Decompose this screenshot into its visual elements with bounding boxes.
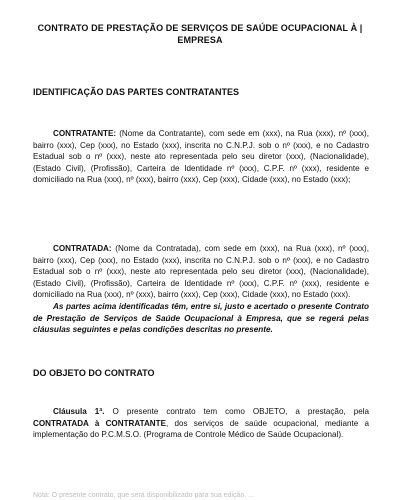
contratante-text: (Nome da Contratante), com sede em (xxx), na Rua (xxx), nº (xxx), bairro (xxx), Cep (xxx), no Estado (xxx), inscrita no C.N.P.J. sob o nº (xxx), e no Cadastro Estadual sob o nº (xxx), neste ato representada pelo seu diretor (xxx), (Nacionalidade), (Estado Civil), (Profissão), Carteira de Identidade nº (xxx), C.P.F. nº (xxx), residente e domiciliado na Rua (xxx), nº (xxx), bairro (xxx), Cep (xxx), Cidade (xxx), no Estado (xxx); [33, 129, 369, 185]
clause-1-text-before: O presente contrato tem como OBJETO, a prestação, pela [104, 407, 370, 416]
clause-1-parties: CONTRATADA à CONTRATANTE [33, 418, 166, 428]
clause-1-label: Cláusula 1ª. [53, 407, 105, 416]
clause-1-text-after: , dos serviços de saúde ocupacional, mediante a implementação do P.C.M.S.O. (Programa de Controle Médico de Saúde Ocupacional). [33, 418, 369, 440]
contratada-text: (Nome da Contratada), com sede em (xxx), na Rua (xxx), nº (xxx), bairro (xxx), Cep (xxx), no Estado (xxx), inscrita no C.N.P.J. sob o nº (xxx), e no Cadastro Estadual sob o nº (xxx), neste ato representada pelo seu diretor (xxx), (Nacionalidade), (Estado Civil), (Profissão), Carteira de Identidade nº (xxx), C.P.F. nº (xxx), residente e domiciliado na Rua (xxx), nº (xxx), bairro (xxx), Cep (xxx), Cidade (xxx), no Estado (xxx). [33, 244, 369, 300]
agreement-statement: As partes acima identificadas têm, entre si, justo e acertado o presente Contrato de Prestação de Serviços de Saúde Ocupacional à Empresa, que se regerá pelas cláusulas seguintes e pelas condições descritas no presente. [33, 302, 369, 335]
contratante-paragraph [33, 128, 369, 186]
clause-1-paragraph [33, 406, 369, 441]
section-heading-object: DO OBJETO DO CONTRATO [33, 368, 155, 378]
contratada-label: CONTRATADA: [53, 244, 112, 253]
contratada-paragraph [33, 243, 369, 301]
contratante-label: CONTRATANTE: [53, 129, 117, 138]
footnote: Nota: O presente contrato, que será disponibilizado para sua edição, ... [33, 492, 255, 499]
document-title: CONTRATO DE PRESTAÇÃO DE SERVIÇOS DE SAÚDE OCUPACIONAL À | EMPRESA [37, 23, 363, 45]
section-heading-identification: IDENTIFICAÇÃO DAS PARTES CONTRATANTES [33, 87, 239, 97]
